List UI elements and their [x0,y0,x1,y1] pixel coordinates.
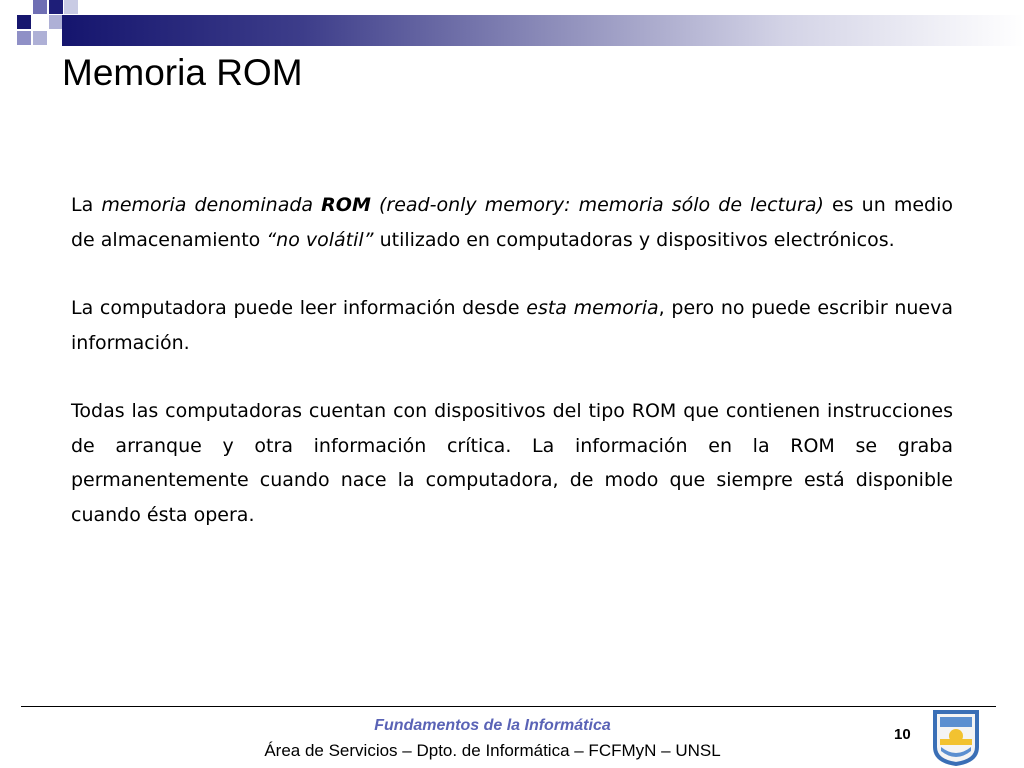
text-run: utilizado en computadoras y dispositivos electrónicos. [373,228,895,251]
footer-divider [21,706,996,707]
text-run: memoria denominada [101,194,322,216]
page-number: 10 [894,726,911,743]
university-logo-icon [932,709,980,766]
footer-course-title: Fundamentos de la Informática [374,717,611,734]
paragraph-3 [71,394,953,532]
slide-body [71,188,953,532]
decor-square [17,15,31,29]
decor-square [64,0,78,14]
text-run: Todas las computadoras cuentan con dispositivos del tipo ROM que contienen instrucciones de arranque y otra información crítica. La información en la ROM se graba permanentemente cuando nace la computadora, de modo que siempre está disponible cuando ésta opera. [71,400,953,526]
text-run: es un medio de almacenamiento [71,194,953,251]
slide-title: Memoria ROM [62,52,303,93]
text-run: La [71,194,102,216]
text-run: esta memoria [526,297,659,319]
footer-department: Área de Servicios – Dpto. de Informática – FCFMyN – UNSL [264,741,721,760]
decor-square [17,31,31,45]
paragraph-1 [71,188,953,257]
text-run: “no volátil” [266,228,374,251]
text-run: La computadora puede leer información desde [71,297,527,319]
paragraph-2 [71,291,953,360]
decor-square [49,0,63,14]
text-run: , pero no puede escribir nueva información. [71,297,953,354]
text-run: ROM [321,194,371,216]
decor-square [33,0,47,14]
decor-square [49,15,63,29]
decor-square [33,31,47,45]
text-run: (read-only memory: memoria sólo de lectura) [370,194,824,216]
header-gradient-bar [62,15,1024,46]
